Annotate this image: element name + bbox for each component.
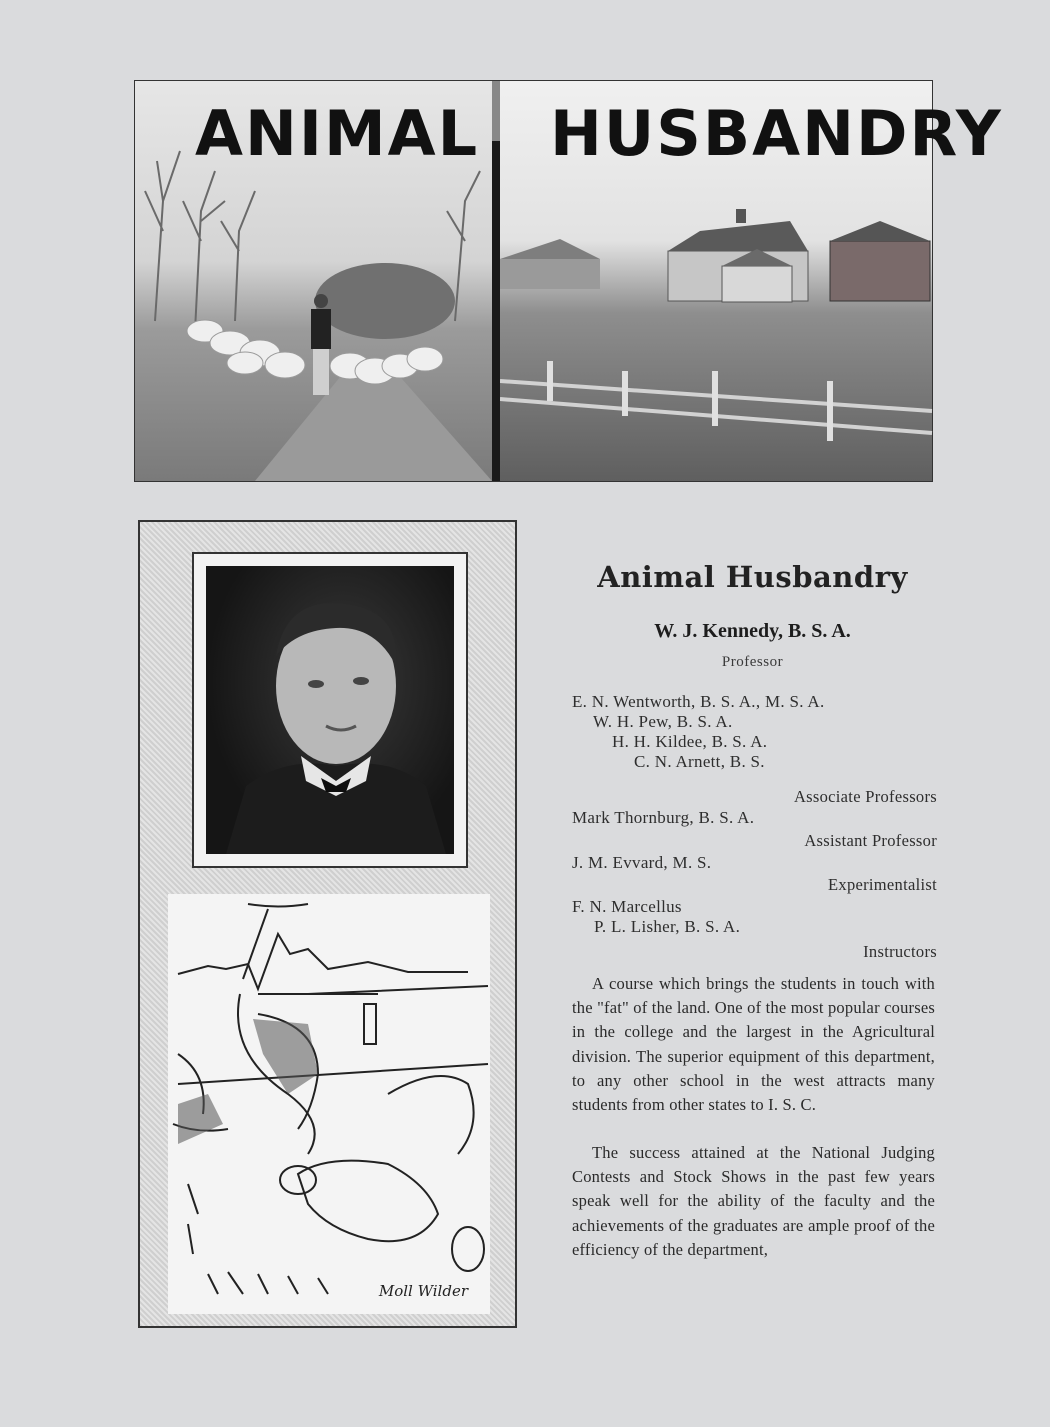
department-head-name: W. J. Kennedy, B. S. A. [654, 620, 851, 642]
professor-portrait [206, 566, 454, 854]
portrait-frame [192, 552, 468, 868]
cartoon-sketch [168, 894, 490, 1314]
associate-name: H. H. Kildee, B. S. A. [612, 732, 768, 751]
banner-title-husbandry: HUSBANDRY [550, 97, 1003, 170]
portrait-cartoon-panel [138, 520, 517, 1328]
section-heading: Animal Husbandry [597, 560, 908, 594]
banner-title-animal: ANIMAL [195, 97, 480, 170]
department-head-title: Professor [721, 654, 784, 670]
title-divider-bar [492, 141, 500, 481]
associate-role: Associate Professors [793, 787, 937, 806]
instructor-name: P. L. Lisher, B. S. A. [594, 917, 741, 936]
portrait-figure [206, 566, 454, 854]
title-banner [134, 80, 1003, 482]
associate-name: C. N. Arnett, B. S. [634, 752, 765, 771]
description-paragraph: The success attained at the National Judging Contests and Stock Shows in the past few years speak well for the ability of the faculty and the achievements of the graduates are ample proof of the efficiency of the department, [572, 1143, 935, 1259]
associate-name: E. N. Wentworth, B. S. A., M. S. A. [572, 692, 825, 711]
artist-signature: Moll Wilder [378, 1282, 468, 1300]
experimentalist-role: Experimentalist [828, 875, 937, 894]
instructors-role: Instructors [863, 942, 937, 961]
description-paragraph: A course which brings the students in touch with the "fat" of the land. One of the most popular courses in the college and the largest in the Agricultural division. The superior equipment of this department, to any other school in the west attracts many students from other states to I. S. C. [572, 974, 935, 1115]
instructor-name: F. N. Marcellus [572, 897, 682, 916]
assistant-role: Assistant Professor [804, 831, 937, 850]
cartoon-drawing [168, 894, 490, 1314]
associate-name: W. H. Pew, B. S. A. [593, 712, 733, 731]
experimentalist-name: J. M. Evvard, M. S. [572, 853, 712, 872]
banner-title [195, 89, 1003, 189]
assistant-name: Mark Thornburg, B. S. A. [572, 808, 755, 827]
